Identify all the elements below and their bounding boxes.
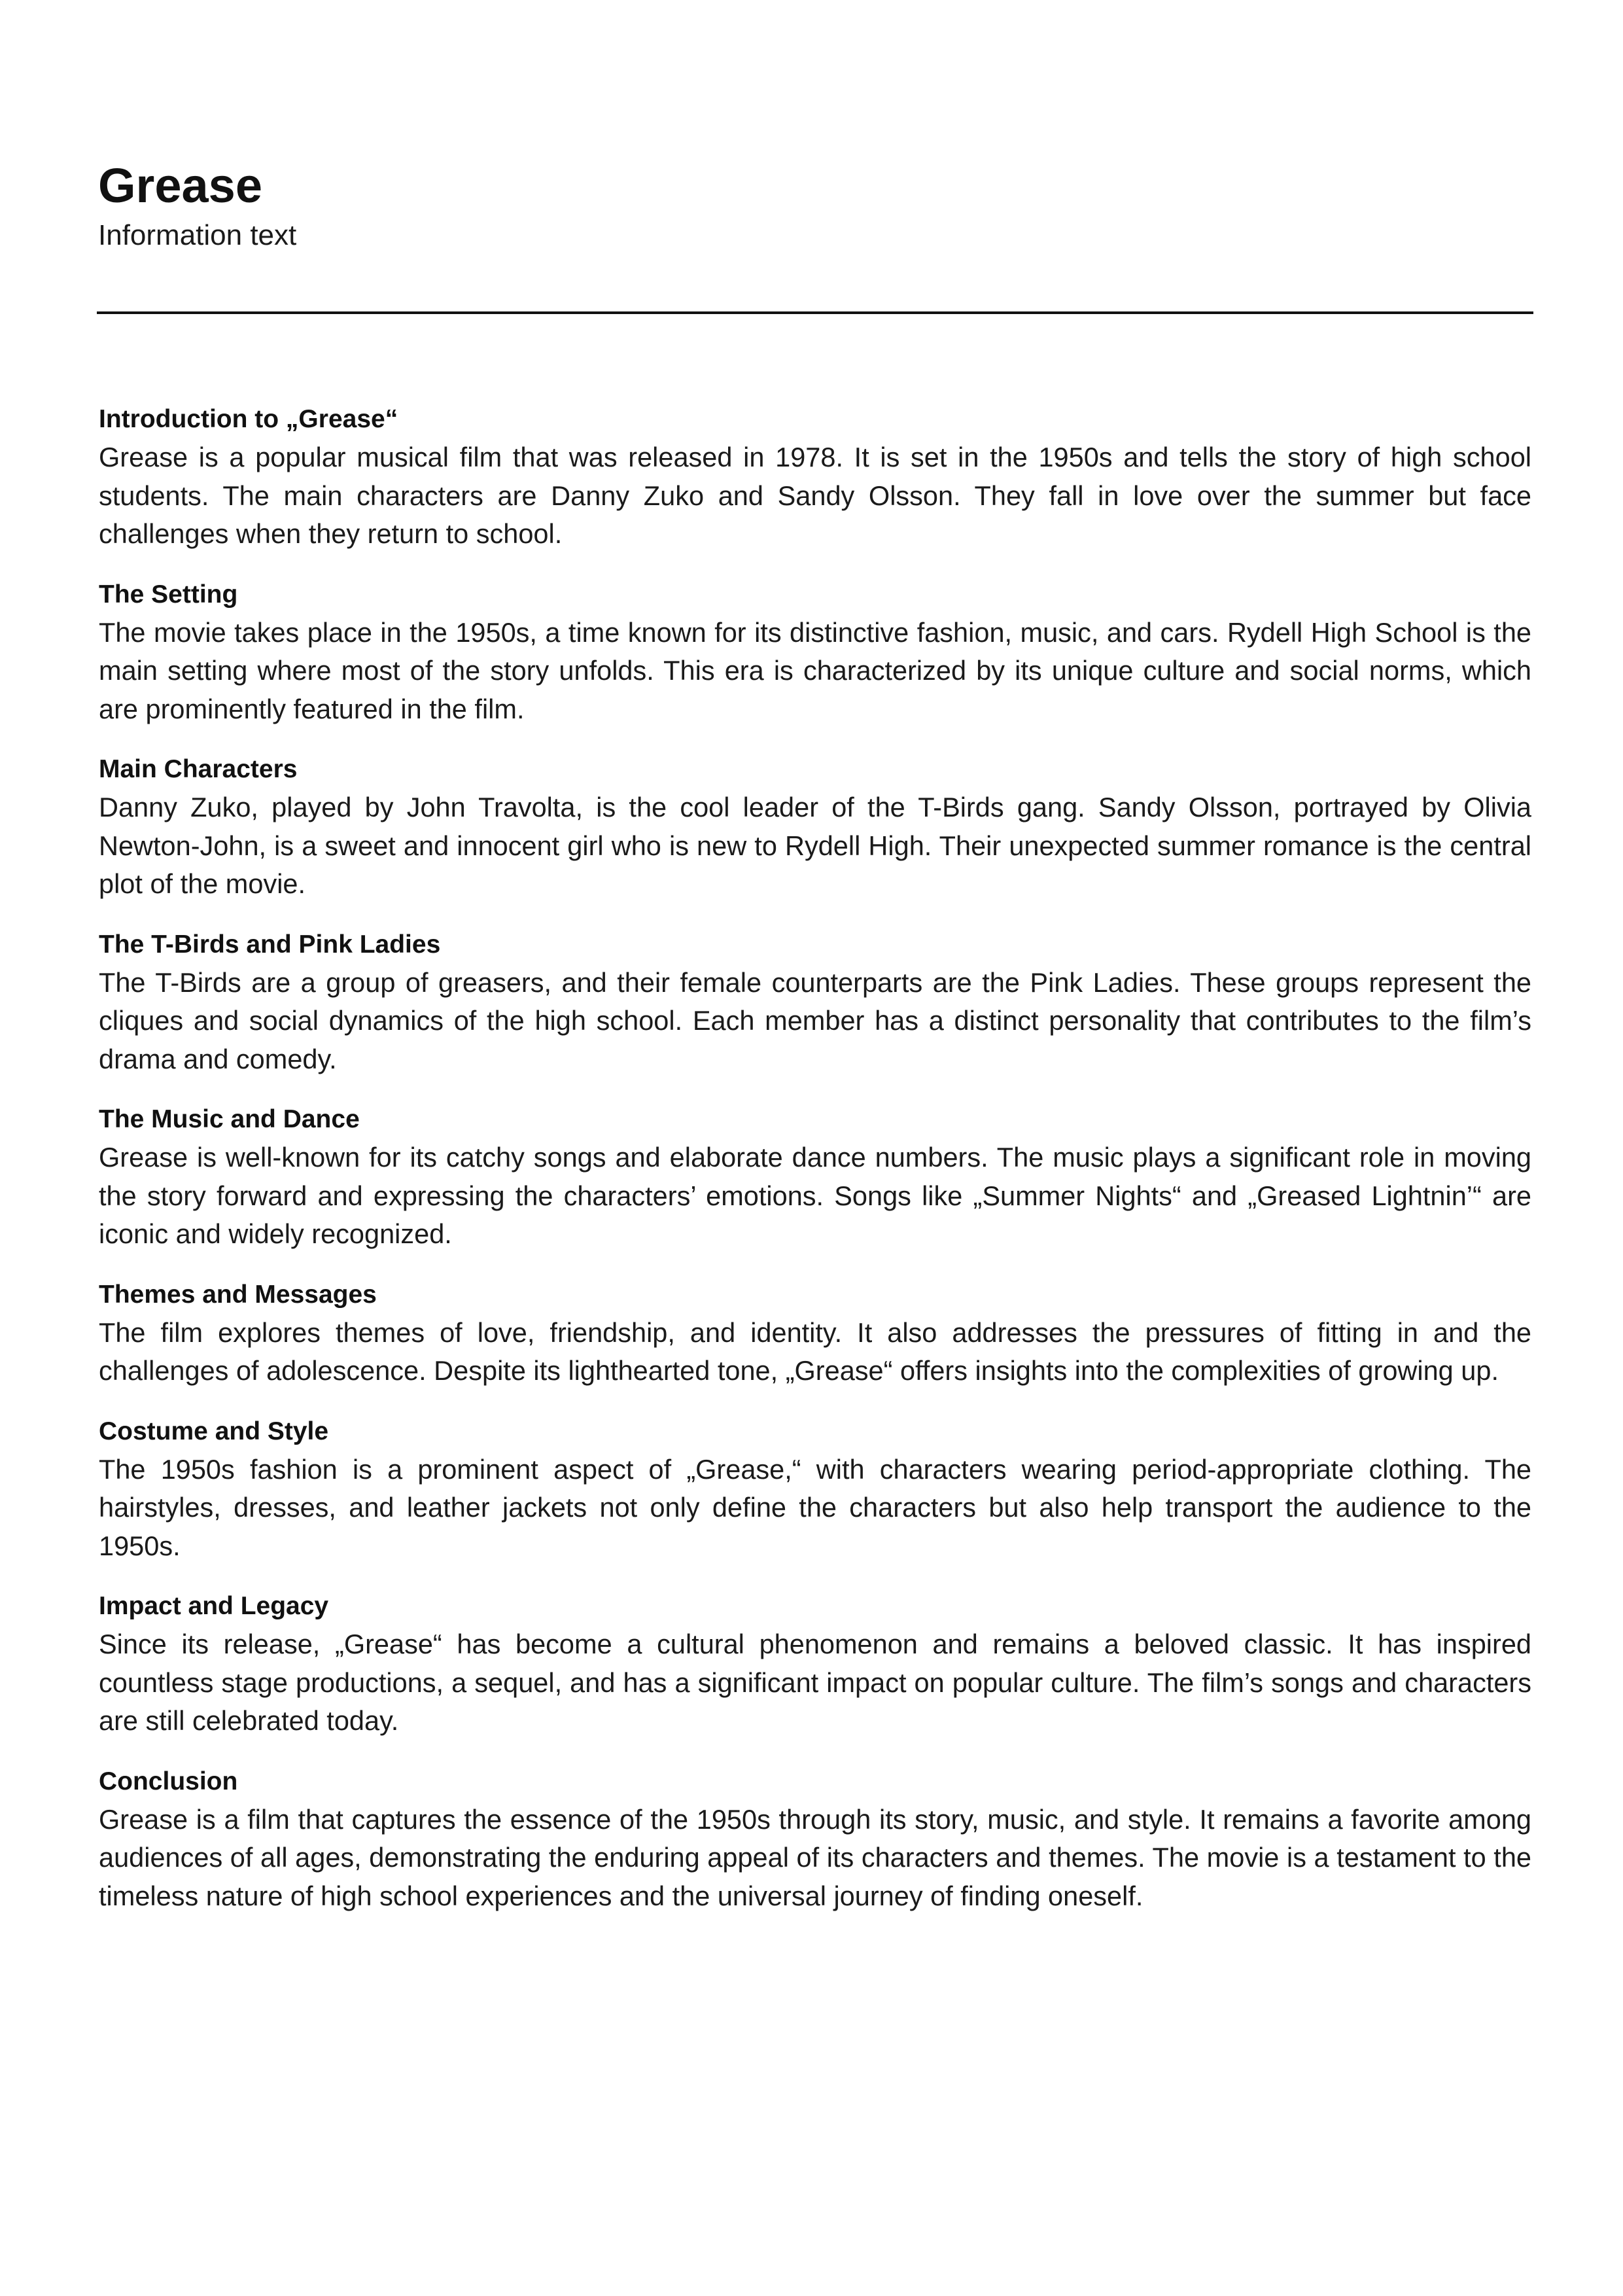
section-heading: The Music and Dance <box>99 1105 360 1133</box>
section-heading: The T-Birds and Pink Ladies <box>99 930 441 959</box>
document-body <box>99 400 1531 1937</box>
section-costume-style <box>99 1413 1531 1566</box>
header-divider <box>97 311 1533 314</box>
section-introduction <box>99 400 1531 554</box>
section-impact-legacy <box>99 1587 1531 1740</box>
section-heading: Introduction to „Grease“ <box>99 405 398 433</box>
document-title: Grease <box>98 158 262 213</box>
section-main-characters <box>99 751 1531 904</box>
section-paragraph: The movie takes place in the 1950s, a time known for its distinctive fashion, music, and cars. Rydell High School is the main setting where most of the story unfolds. This era is characterized by its unique culture and social norms, which are prominently featured in the film. <box>99 616 1531 724</box>
section-paragraph: Grease is a popular musical film that was released in 1978. It is set in the 1950s and tells the story of high school students. The main characters are Danny Zuko and Sandy Olsson. They fall in love over the summer but face challenges when they return to school. <box>99 442 1531 549</box>
section-heading: Themes and Messages <box>99 1280 377 1309</box>
section-setting <box>99 576 1531 729</box>
section-paragraph: Since its release, „Grease“ has become a cultural phenomenon and remains a beloved classic. It has inspired countless stage productions, a sequel, and has a significant impact on popular culture. The film’s songs and characters are still celebrated today. <box>99 1629 1531 1736</box>
section-paragraph: Danny Zuko, played by John Travolta, is the cool leader of the T-Birds gang. Sandy Olsson, portrayed by Olivia Newton-John, is a sweet and innocent girl who is new to Rydell High. Their unexpected summer romance is the central plot of the movie. <box>99 792 1531 899</box>
section-heading: Impact and Legacy <box>99 1592 329 1620</box>
section-paragraph: Grease is a film that captures the essence of the 1950s through its story, music, and style. It remains a favorite among audiences of all ages, demonstrating the enduring appeal of its characters and themes. The movie is a testament to the timeless nature of high school experiences and the universal journey of finding oneself. <box>99 1803 1531 1911</box>
section-paragraph: The film explores themes of love, friendship, and identity. It also addresses the pressures of fitting in and the challenges of adolescence. Despite its lighthearted tone, „Grease“ offers insights into the complexities of growing up. <box>99 1316 1531 1386</box>
section-heading: Conclusion <box>99 1767 238 1795</box>
section-music-dance <box>99 1101 1531 1254</box>
section-heading: Main Characters <box>99 755 298 783</box>
section-themes-messages <box>99 1276 1531 1390</box>
document-header <box>98 154 1531 254</box>
section-heading: The Setting <box>99 580 238 609</box>
section-paragraph: Grease is well-known for its catchy songs and elaborate dance numbers. The music plays a significant role in moving the story forward and expressing the characters’ emotions. Songs like „Summer Nights“ and „Greased Lightnin’“ are iconic and widely recognized. <box>99 1142 1531 1249</box>
section-paragraph: The 1950s fashion is a prominent aspect of „Grease,“ with characters wearing period-appropriate clothing. The hairstyles, dresses, and leather jackets not only define the characters but also help transport the audience to the 1950s. <box>99 1453 1531 1561</box>
section-tbirds-pink-ladies <box>99 926 1531 1079</box>
document-subtitle: Information text <box>98 219 297 251</box>
section-heading: Costume and Style <box>99 1417 329 1445</box>
section-conclusion <box>99 1763 1531 1916</box>
section-paragraph: The T-Birds are a group of greasers, and their female counterparts are the Pink Ladies. These groups represent the cliques and social dynamics of the high school. Each member has a distinct personality that contributes to the film’s drama and comedy. <box>99 966 1531 1074</box>
